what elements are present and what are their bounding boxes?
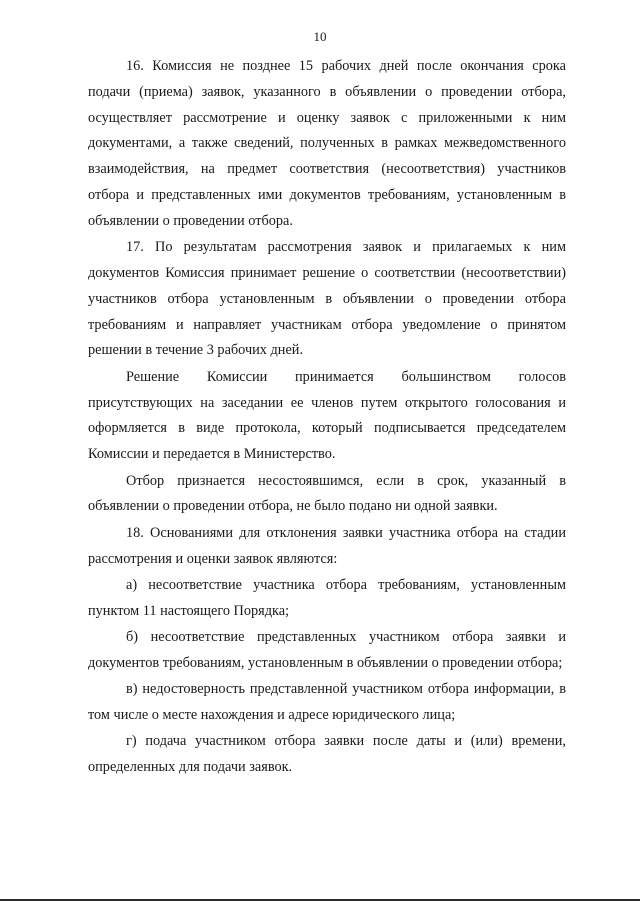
paragraph-16: 16. Комиссия не позднее 15 рабочих дней после окончания срока подачи (приема) заявок, указанного в объявлении о проведении отбора, осуществляет рассмотрение и оценку заявок с приложенными к ним документами, а также сведений, полученных в рамках межведомственного взаимодействия, на предмет соответствия (несоответствия) участников отбора и представленных ими документов требованиям, установленным в объявлении о проведении отбора. (88, 58, 566, 229)
list-item-v: в) недостоверность представленной участником отбора информации, в том числе о месте нахождения и адресе юридического лица; (88, 681, 566, 724)
paragraph-selection-failed: Отбор признается несостоявшимся, если в срок, указанный в объявлении о проведении отбора, не было подано ни одной заявки. (88, 472, 566, 515)
page-number: 10 (313, 29, 327, 44)
paragraph-commission-decision: Решение Комиссии принимается большинством голосов присутствующих на заседании ее членов путем открытого голосования и оформляется в виде протокола, который подписывается председателем Комиссии и передается в Министерство. (88, 368, 566, 463)
document-body (88, 54, 566, 781)
list-item-b: б) несоответствие представленных участником отбора заявки и документов требованиям, установленным в объявлении о проведении отбора; (88, 629, 566, 671)
bottom-edge-line (0, 899, 640, 901)
list-item-a: а) несоответствие участника отбора требованиям, установленным пунктом 11 настоящего Порядка; (88, 576, 566, 619)
paragraph-17: 17. По результатам рассмотрения заявок и прилагаемых к ним документов Комиссия принимает решение о соответствии (несоответствии) участников отбора установленным в объявлении о проведении отбора требованиям и направляет участникам отбора уведомление о принятом решении в течение 3 рабочих дней. (88, 239, 566, 359)
list-item-g: г) подача участником отбора заявки после даты и (или) времени, определенных для подачи заявок. (88, 733, 566, 776)
paragraph-18: 18. Основаниями для отклонения заявки участника отбора на стадии рассмотрения и оценки заявок являются: (88, 524, 566, 567)
